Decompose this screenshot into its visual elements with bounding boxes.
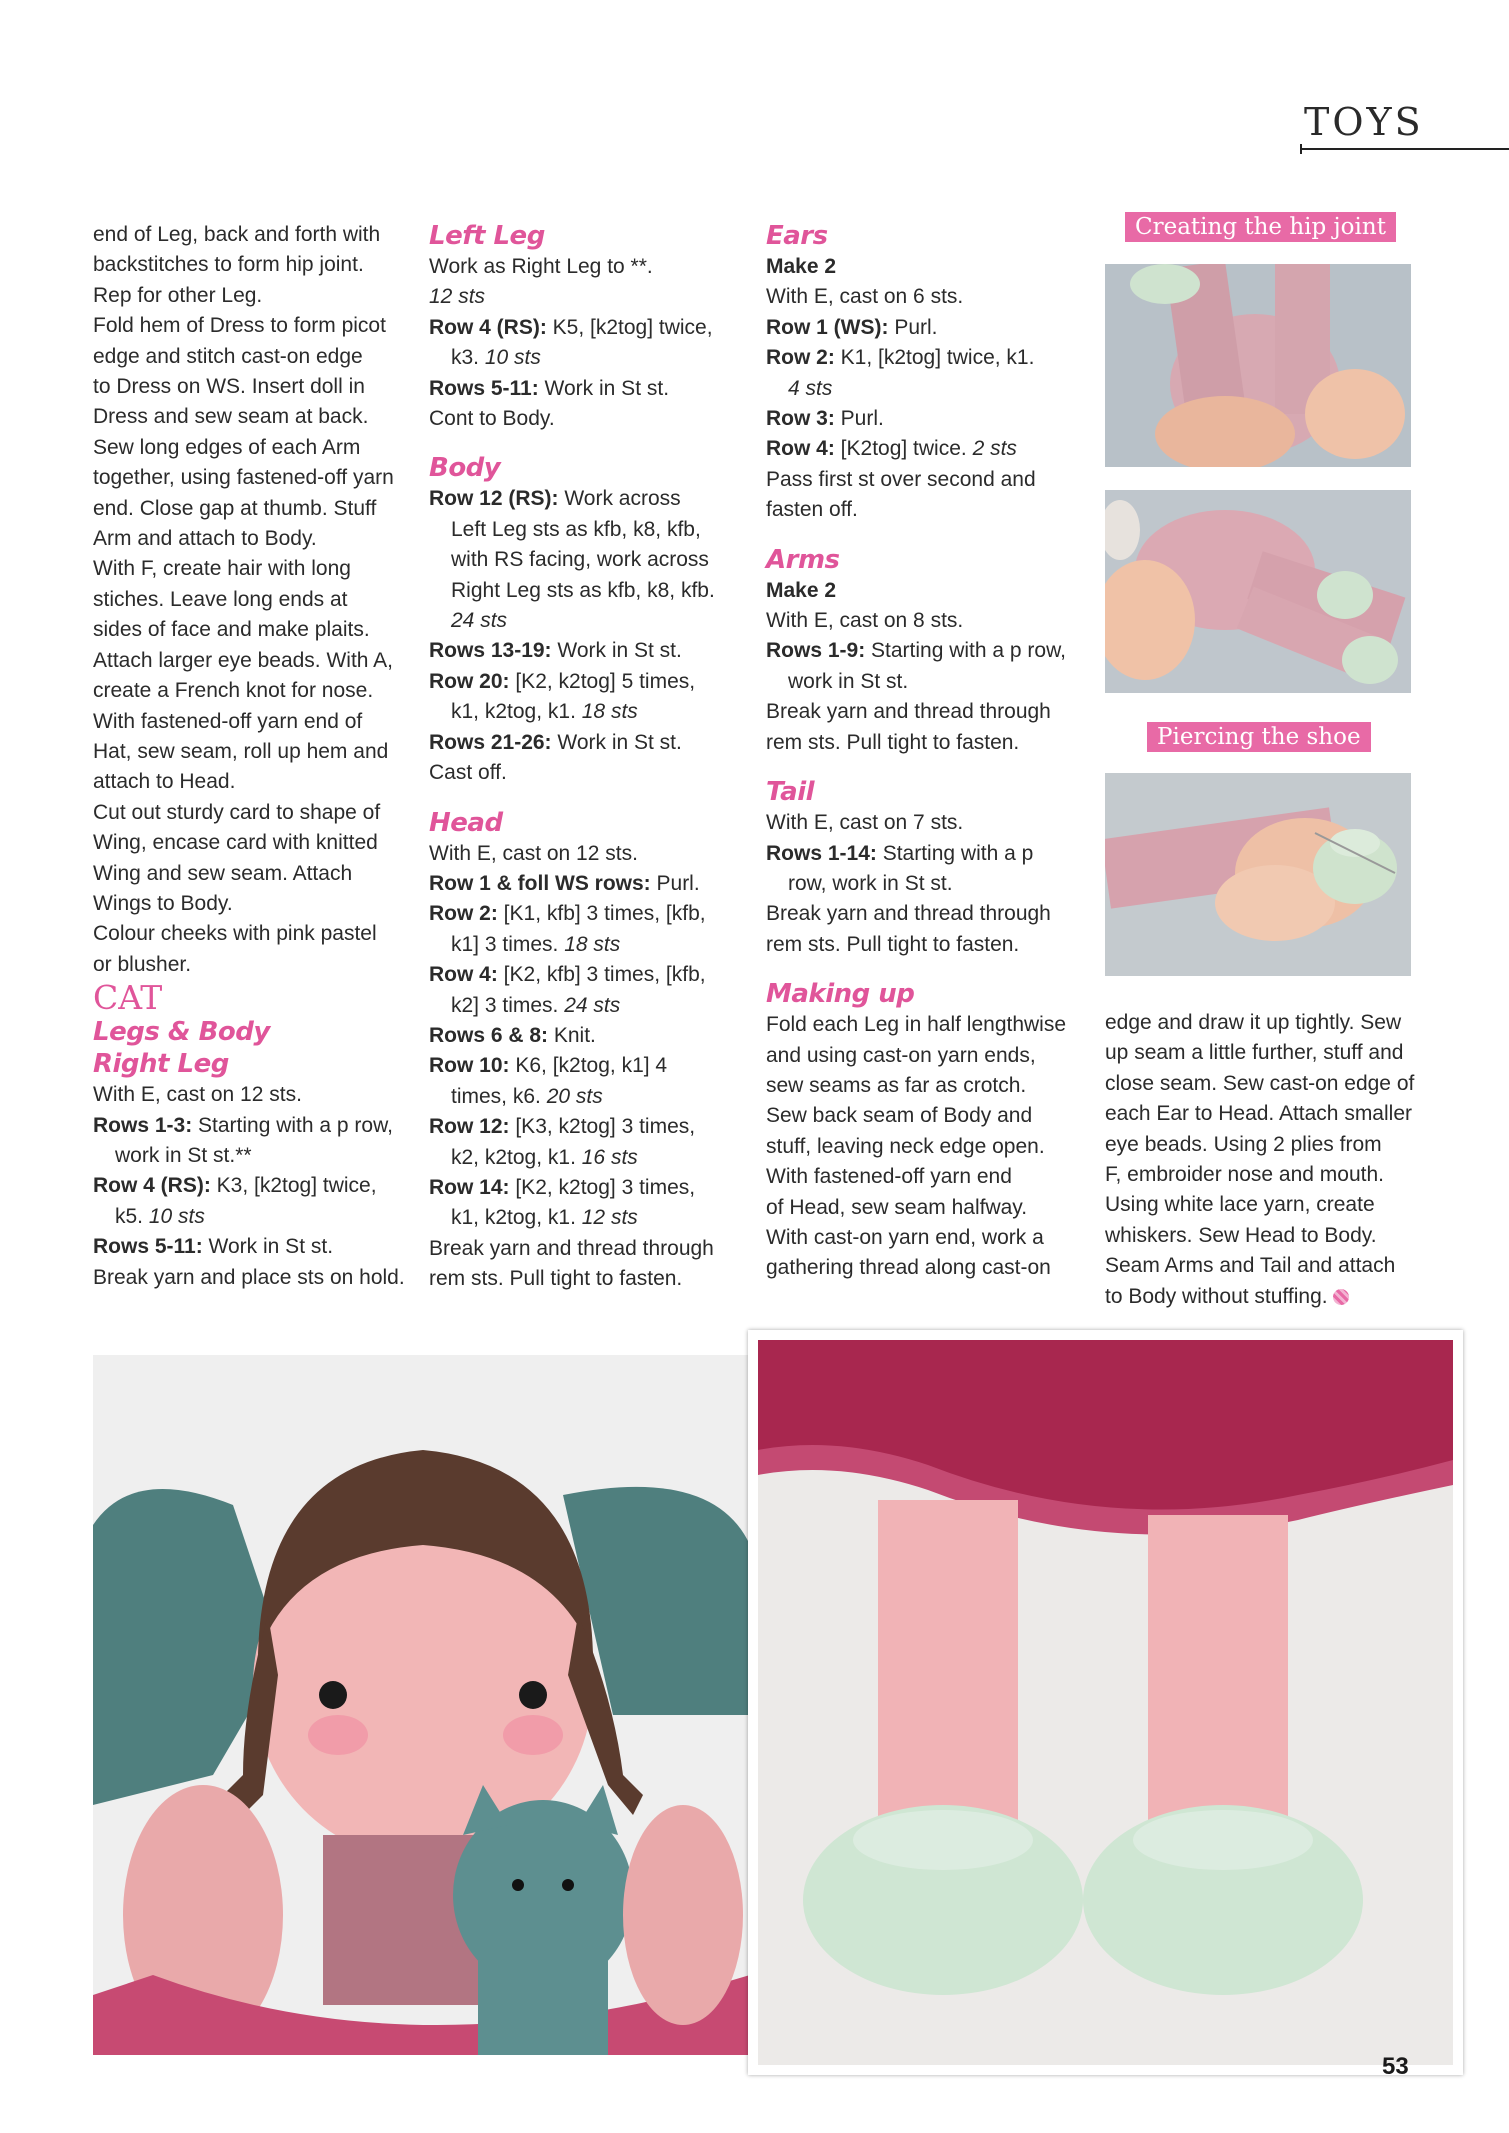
text-line: With E, cast on 6 sts. <box>766 285 964 309</box>
text-line: edge and draw it up tightly. Sew <box>1105 1011 1402 1034</box>
text-line: Using white lace yarn, create <box>1105 1193 1375 1217</box>
text-line: end of Leg, back and forth with <box>93 223 381 246</box>
text-column-1 <box>93 220 405 1293</box>
text-line: Arm and attach to Body. <box>93 527 317 551</box>
text-line: Cast off. <box>429 761 507 785</box>
text-line: Row 4 (RS): K3, [k2tog] twice, <box>93 1174 377 1198</box>
text-line: Cut out sturdy card to shape of <box>93 800 381 824</box>
text-line: end. Close gap at thumb. Stuff <box>93 496 377 520</box>
text-line: Row 2: K1, [k2tog] twice, k1. <box>766 346 1035 370</box>
text-line: Cont to Body. <box>429 407 555 431</box>
text-line: stiches. Leave long ends at <box>93 587 348 611</box>
text-line: gathering thread along cast-on <box>766 1256 1051 1280</box>
text-line: with RS facing, work across <box>451 548 709 572</box>
text-line: rem sts. Pull tight to fasten. <box>429 1267 683 1291</box>
photo-hip-joint-1 <box>1105 264 1411 467</box>
text-line: Row 12: [K3, k2tog] 3 times, <box>429 1115 696 1139</box>
text-line: With E, cast on 7 sts. <box>766 811 964 835</box>
text-line: work in St st.** <box>115 1143 252 1167</box>
text-line: sew seams as far as crotch. <box>766 1073 1027 1097</box>
right-leg-heading: Right Leg <box>93 1049 229 1080</box>
text-line: times, k6. 20 sts <box>451 1084 603 1108</box>
text-line: Make 2 <box>766 255 837 278</box>
section-rule <box>1300 148 1509 150</box>
text-line: Break yarn and thread through <box>429 1236 714 1260</box>
text-line: 24 sts <box>451 609 508 633</box>
text-line: stuff, leaving neck edge open. <box>766 1134 1045 1158</box>
text-line: Right Leg sts as kfb, k8, kfb. <box>451 578 715 602</box>
text-line: each Ear to Head. Attach smaller <box>1105 1102 1412 1126</box>
text-line: up seam a little further, stuff and <box>1105 1041 1404 1065</box>
text-line: Row 4 (RS): K5, [k2tog] twice, <box>429 315 713 339</box>
text-line: to Body without stuffing. <box>1105 1282 1417 1312</box>
head-heading: Head <box>429 807 503 838</box>
text-line: sides of face and make plaits. <box>93 618 370 642</box>
text-line: Wing and sew seam. Attach <box>93 861 353 885</box>
text-line: Hat, sew seam, roll up hem and <box>93 739 389 763</box>
text-line: Break yarn and thread through <box>766 700 1051 724</box>
text-line: together, using fastened-off yarn <box>93 466 394 490</box>
text-line: Wing, encase card with knitted <box>93 831 378 855</box>
text-line: Sew back seam of Body and <box>766 1104 1033 1128</box>
text-line: Rows 13-19: Work in St st. <box>429 639 682 663</box>
cat-heading: CAT <box>93 978 163 1018</box>
ears-heading: Ears <box>766 221 828 251</box>
caption-hip-joint: Creating the hip joint <box>1125 212 1396 242</box>
text-line: With E, cast on 8 sts. <box>766 609 964 633</box>
text-line: Rows 1-9: Starting with a p row, <box>766 639 1066 663</box>
text-line: k1, k2tog, k1. 18 sts <box>451 700 638 724</box>
photo-hip-joint-2 <box>1105 490 1411 693</box>
text-line: Row 10: K6, [k2tog, k1] 4 <box>429 1054 668 1078</box>
text-line: k1] 3 times. 18 sts <box>451 932 621 956</box>
legs-body-heading: Legs & Body <box>93 1017 270 1048</box>
text-line: Rows 1-3: Starting with a p row, <box>93 1113 393 1137</box>
text-line: Rep for other Leg. <box>93 283 263 307</box>
text-line: Attach larger eye beads. With A, <box>93 648 393 672</box>
text-line: Dress and sew seam at back. <box>93 405 369 429</box>
text-line: With F, create hair with long <box>93 557 351 581</box>
text-line: With fastened-off yarn end of <box>93 709 363 733</box>
text-line: Rows 21-26: Work in St st. <box>429 730 682 754</box>
text-line: Wings to Body. <box>93 891 233 915</box>
body-heading: Body <box>429 453 501 484</box>
text-line: Row 1 & foll WS rows: Purl. <box>429 871 700 895</box>
tail-heading: Tail <box>766 777 815 808</box>
text-line: rem sts. Pull tight to fasten. <box>766 932 1020 956</box>
text-line: Rows 5-11: Work in St st. <box>429 376 670 400</box>
text-line: k2] 3 times. 24 sts <box>451 993 621 1017</box>
text-line: Work as Right Leg to **. <box>429 255 653 278</box>
left-leg-heading: Left Leg <box>429 221 545 251</box>
text-line: Row 4: [K2, kfb] 3 times, [kfb, <box>429 963 706 987</box>
photo-fairy-doll-with-cat <box>93 1355 750 2055</box>
text-line: Make 2 <box>766 578 837 602</box>
yarn-ball-icon <box>1333 1289 1349 1305</box>
text-line: Rows 6 & 8: Knit. <box>429 1023 596 1047</box>
text-line: edge and stitch cast-on edge <box>93 344 363 368</box>
text-column-2 <box>429 220 741 1295</box>
text-line: Row 14: [K2, k2tog] 3 times, <box>429 1175 696 1199</box>
text-line: backstitches to form hip joint. <box>93 253 364 277</box>
text-line: Colour cheeks with pink pastel <box>93 922 377 946</box>
text-line: Pass first st over second and <box>766 467 1036 491</box>
text-line: With E, cast on 12 sts. <box>93 1083 302 1107</box>
text-line: k2, k2tog, k1. 16 sts <box>451 1145 638 1169</box>
text-line: Rows 5-11: Work in St st. <box>93 1235 334 1259</box>
page-number: 53 <box>1382 2053 1409 2080</box>
text-line: k3. 10 sts <box>451 346 541 370</box>
text-line: and using cast-on yarn ends, <box>766 1043 1036 1067</box>
text-line: Rows 1-14: Starting with a p <box>766 841 1034 865</box>
photo-piercing-shoe <box>1105 773 1411 976</box>
text-line: to Dress on WS. Insert doll in <box>93 375 365 399</box>
text-line: close seam. Sew cast-on edge of <box>1105 1071 1415 1095</box>
making-up-heading: Making up <box>766 979 915 1010</box>
text-line: Seam Arms and Tail and attach <box>1105 1254 1396 1278</box>
photo-doll-feet <box>758 1340 1453 2065</box>
text-line: Break yarn and thread through <box>766 902 1051 926</box>
text-column-3 <box>766 220 1078 1284</box>
text-line: 12 sts <box>429 285 486 309</box>
text-line: Fold hem of Dress to form picot <box>93 314 386 338</box>
text-line: With cast-on yarn end, work a <box>766 1225 1044 1249</box>
text-line: With fastened-off yarn end <box>766 1165 1012 1189</box>
text-line: create a French knot for nose. <box>93 679 374 703</box>
text-line: k5. 10 sts <box>115 1204 205 1228</box>
text-line: k1, k2tog, k1. 12 sts <box>451 1206 638 1230</box>
text-line: With E, cast on 12 sts. <box>429 841 638 865</box>
text-line: Row 20: [K2, k2tog] 5 times, <box>429 669 696 693</box>
arms-heading: Arms <box>766 544 840 575</box>
text-line: Sew long edges of each Arm <box>93 435 361 459</box>
text-line: eye beads. Using 2 plies from <box>1105 1132 1382 1156</box>
text-column-4 <box>1105 1008 1417 1312</box>
text-line: Fold each Leg in half lengthwise <box>766 1013 1067 1037</box>
text-line: or blusher. <box>93 952 192 976</box>
text-line: work in St st. <box>788 669 909 693</box>
text-line: 4 sts <box>788 376 833 400</box>
text-line: Break yarn and place sts on hold. <box>93 1265 405 1289</box>
section-title: TOYS <box>1304 100 1424 144</box>
text-line: Row 12 (RS): Work across <box>429 487 681 511</box>
caption-piercing-shoe: Piercing the shoe <box>1147 722 1371 752</box>
text-line: Row 2: [K1, kfb] 3 times, [kfb, <box>429 902 706 926</box>
text-line: of Head, sew seam halfway. <box>766 1195 1028 1219</box>
text-line: Row 1 (WS): Purl. <box>766 315 938 339</box>
text-line: Left Leg sts as kfb, k8, kfb, <box>451 517 701 541</box>
text-line: attach to Head. <box>93 770 236 794</box>
text-line: Row 3: Purl. <box>766 407 884 431</box>
text-line: fasten off. <box>766 498 858 522</box>
text-line: rem sts. Pull tight to fasten. <box>766 730 1020 754</box>
text-line: Row 4: [K2tog] twice. 2 sts <box>766 437 1017 461</box>
text-line: F, embroider nose and mouth. <box>1105 1163 1384 1187</box>
text-line: row, work in St st. <box>788 871 953 895</box>
text-line: whiskers. Sew Head to Body. <box>1105 1223 1377 1247</box>
